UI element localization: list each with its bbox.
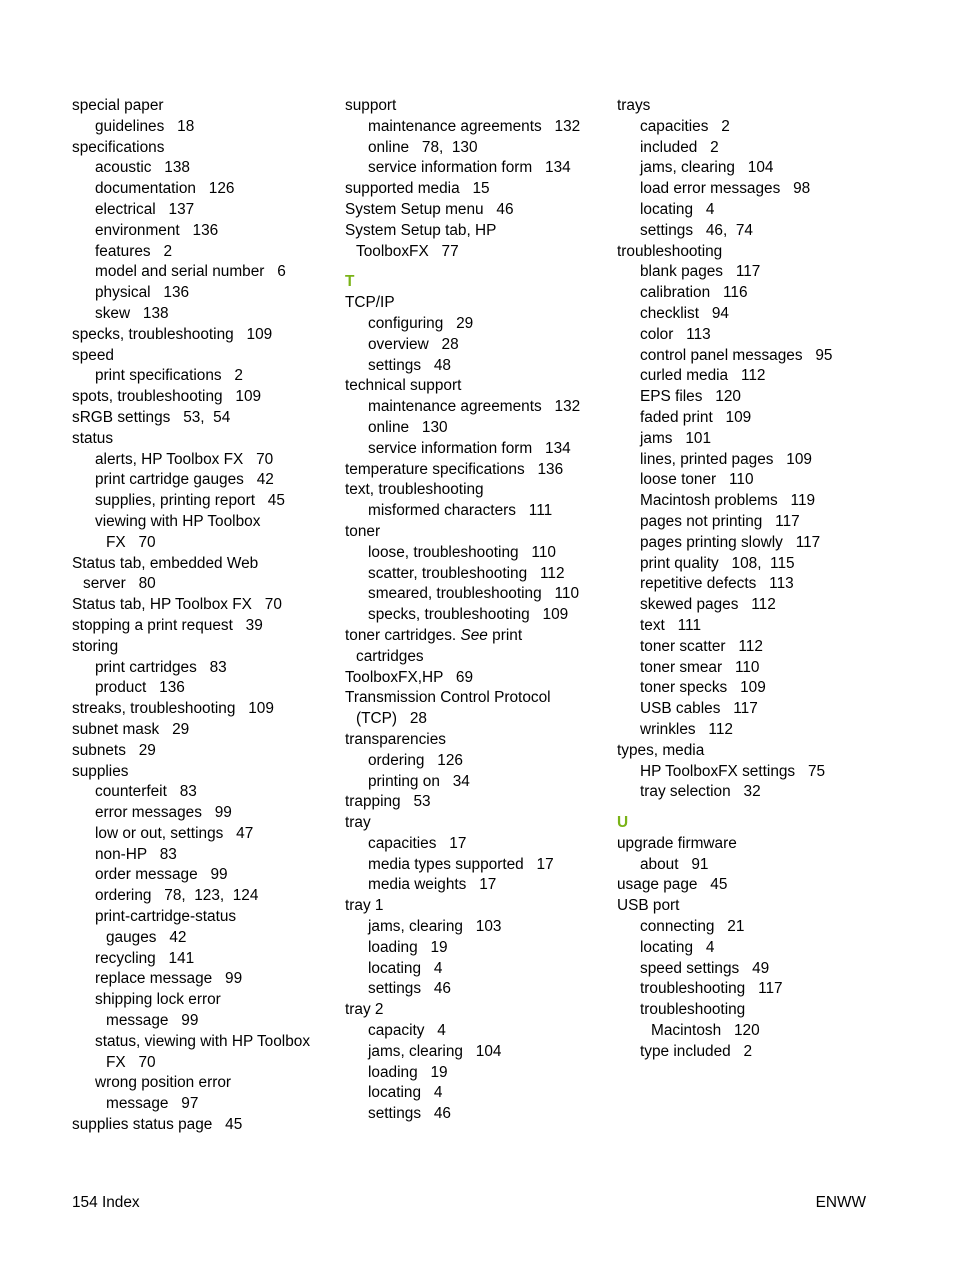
index-entry: trapping 53 — [345, 793, 431, 811]
index-entry: print cartridge gauges 42 — [95, 471, 274, 489]
index-entry: supported media 15 — [345, 180, 490, 198]
index-entry: loading 19 — [368, 1063, 448, 1081]
footer-doc-code: ENWW — [815, 1194, 866, 1211]
index-entry: text, troubleshooting — [345, 481, 484, 499]
index-entry: supplies, printing report 45 — [95, 492, 285, 510]
index-entry: storing — [72, 637, 119, 655]
index-entry: FX 70 — [106, 1053, 156, 1071]
index-entry: repetitive defects 113 — [640, 575, 794, 593]
index-entry: product 136 — [95, 679, 185, 697]
index-entry: settings 46 — [368, 980, 451, 998]
index-entry: System Setup menu 46 — [345, 200, 514, 218]
index-entry: guidelines 18 — [95, 117, 195, 135]
index-column-3 — [617, 96, 879, 1063]
index-entry: alerts, HP Toolbox FX 70 — [95, 450, 274, 468]
index-entry: transparencies — [345, 730, 446, 748]
index-entry: locating 4 — [640, 938, 715, 956]
index-entry: capacities 17 — [368, 834, 467, 852]
index-entry: jams, clearing 103 — [368, 918, 502, 936]
index-entry: (TCP) 28 — [356, 710, 427, 728]
see-reference: See — [460, 626, 488, 644]
index-entry: non-HP 83 — [95, 845, 177, 863]
index-entry: specks, troubleshooting 109 — [72, 325, 273, 343]
index-entry: included 2 — [640, 138, 719, 156]
index-entry: technical support — [345, 377, 462, 395]
index-entry: connecting 21 — [640, 918, 745, 936]
index-entry: upgrade firmware — [617, 834, 737, 852]
index-column-1 — [72, 96, 334, 1136]
index-entry: capacities 2 — [640, 117, 730, 135]
index-entry: status, viewing with HP Toolbox — [95, 1032, 311, 1050]
index-entry: calibration 116 — [640, 284, 748, 302]
index-entry: jams, clearing 104 — [640, 159, 774, 177]
index-entry: temperature specifications 136 — [345, 460, 564, 478]
index-entry: subnet mask 29 — [72, 720, 190, 738]
index-entry: replace message 99 — [95, 970, 243, 988]
index-entry: maintenance agreements 132 — [368, 398, 581, 416]
index-entry: printing on 34 — [368, 772, 470, 790]
index-entry: toner smear 110 — [640, 658, 760, 676]
index-entry: blank pages 117 — [640, 263, 761, 281]
index-entry: troubleshooting — [617, 242, 723, 260]
index-entry: curled media 112 — [640, 367, 766, 385]
index-entry: Status tab, embedded Web — [72, 554, 259, 572]
index-entry: tray selection 32 — [640, 783, 761, 801]
index-entry: text 111 — [640, 616, 702, 634]
index-entry: load error messages 98 — [640, 180, 811, 198]
index-entry: supplies status page 45 — [72, 1116, 243, 1134]
index-entry: settings 48 — [368, 356, 451, 374]
index-entry: online 78, 130 — [368, 138, 478, 156]
index-entry: toner — [345, 522, 381, 540]
index-entry: low or out, settings 47 — [95, 824, 254, 842]
index-entry: pages not printing 117 — [640, 512, 800, 530]
index-entry: HP ToolboxFX settings 75 — [640, 762, 826, 780]
index-entry: wrinkles 112 — [640, 720, 733, 738]
index-entry: service information form 134 — [368, 439, 571, 457]
index-entry: order message 99 — [95, 866, 228, 884]
index-entry: speed settings 49 — [640, 959, 770, 977]
index-entry: usage page 45 — [617, 876, 728, 894]
index-entry: Transmission Control Protocol — [345, 689, 551, 707]
index-entry: wrong position error — [95, 1074, 232, 1092]
index-entry: sRGB settings 53, 54 — [72, 408, 231, 426]
index-entry: cartridges — [356, 647, 424, 665]
index-entry: streaks, troubleshooting 109 — [72, 700, 274, 718]
index-entry: ordering 126 — [368, 751, 463, 769]
index-entry-text: print — [487, 626, 523, 644]
index-entry: toner specks 109 — [640, 679, 766, 697]
index-entry: color 113 — [640, 325, 711, 343]
index-entry: tray 2 — [345, 1001, 384, 1019]
index-entry — [345, 626, 607, 647]
index-section-letter: U — [617, 814, 629, 832]
index-entry: stopping a print request 39 — [72, 616, 263, 634]
index-entry: physical 136 — [95, 284, 190, 302]
index-entry: scatter, troubleshooting 112 — [368, 564, 565, 582]
index-entry: support — [345, 97, 397, 114]
index-entry: error messages 99 — [95, 804, 232, 822]
index-entry: misformed characters 111 — [368, 502, 553, 520]
index-entry: capacity 4 — [368, 1022, 446, 1040]
index-entry: locating 4 — [368, 1084, 443, 1102]
index-entry: shipping lock error — [95, 991, 221, 1009]
index-entry: trays — [617, 97, 651, 114]
index-entry: type included 2 — [640, 1042, 753, 1060]
index-entry: recycling 141 — [95, 949, 195, 967]
index-entry: message 97 — [106, 1095, 199, 1113]
index-entry: specks, troubleshooting 109 — [368, 606, 569, 624]
index-entry: Macintosh problems 119 — [640, 492, 816, 510]
index-entry: pages printing slowly 117 — [640, 533, 821, 551]
index-entry: about 91 — [640, 855, 709, 873]
index-entry: locating 4 — [368, 959, 443, 977]
index-entry: documentation 126 — [95, 180, 235, 198]
index-entry: print specifications 2 — [95, 367, 243, 385]
index-entry: ToolboxFX,HP 69 — [345, 668, 474, 686]
index-entry: status — [72, 429, 114, 447]
index-entry: special paper — [72, 97, 164, 114]
index-entry: tray — [345, 814, 371, 832]
index-entry: skewed pages 112 — [640, 596, 776, 614]
index-column-2 — [345, 96, 607, 1125]
index-entry: System Setup tab, HP — [345, 221, 497, 239]
index-entry: viewing with HP Toolbox — [95, 512, 261, 530]
index-entry: loose, troubleshooting 110 — [368, 543, 556, 561]
index-entry: media weights 17 — [368, 876, 497, 894]
index-entry: message 99 — [106, 1012, 199, 1030]
index-entry: spots, troubleshooting 109 — [72, 388, 262, 406]
index-entry: server 80 — [83, 575, 156, 593]
index-entry: features 2 — [95, 242, 172, 260]
index-entry: EPS files 120 — [640, 388, 741, 406]
index-entry: environment 136 — [95, 221, 219, 239]
index-entry: skew 138 — [95, 304, 169, 322]
index-entry: print quality 108, 115 — [640, 554, 795, 572]
index-entry: speed — [72, 346, 114, 364]
index-entry: locating 4 — [640, 200, 715, 218]
index-section-letter: T — [345, 273, 355, 291]
index-entry: specifications — [72, 138, 165, 156]
index-entry: supplies — [72, 762, 129, 780]
index-entry: gauges 42 — [106, 928, 187, 946]
index-entry: print cartridges 83 — [95, 658, 227, 676]
index-entry: model and serial number 6 — [95, 263, 286, 281]
index-entry: loose toner 110 — [640, 471, 754, 489]
index-entry: USB cables 117 — [640, 700, 758, 718]
index-entry: tray 1 — [345, 897, 384, 915]
index-entry: ToolboxFX 77 — [356, 242, 459, 260]
index-entry: jams 101 — [640, 429, 712, 447]
index-entry: settings 46 — [368, 1105, 451, 1123]
index-entry: media types supported 17 — [368, 855, 554, 873]
index-entry: settings 46, 74 — [640, 221, 753, 239]
index-entry: FX 70 — [106, 533, 156, 551]
footer-page-number: 154 Index — [72, 1194, 140, 1211]
index-entry: subnets 29 — [72, 741, 156, 759]
index-entry: loading 19 — [368, 938, 448, 956]
index-entry-text: toner cartridges. — [345, 626, 461, 644]
index-entry: troubleshooting — [640, 1001, 746, 1019]
index-entry: configuring 29 — [368, 314, 474, 332]
index-entry: overview 28 — [368, 335, 459, 353]
index-entry: Macintosh 120 — [651, 1022, 760, 1040]
index-entry: TCP/IP — [345, 294, 395, 312]
index-entry: faded print 109 — [640, 408, 752, 426]
index-entry: print-cartridge-status — [95, 908, 237, 926]
index-entry: USB port — [617, 897, 680, 915]
index-entry: Status tab, HP Toolbox FX 70 — [72, 596, 282, 614]
index-entry: lines, printed pages 109 — [640, 450, 812, 468]
index-entry: electrical 137 — [95, 200, 195, 218]
index-entry: service information form 134 — [368, 159, 571, 177]
index-entry: troubleshooting 117 — [640, 980, 783, 998]
index-entry: online 130 — [368, 418, 448, 436]
index-entry: types, media — [617, 741, 705, 759]
index-entry: jams, clearing 104 — [368, 1042, 502, 1060]
index-entry: acoustic 138 — [95, 159, 190, 177]
index-entry: smeared, troubleshooting 110 — [368, 585, 580, 603]
index-entry: toner scatter 112 — [640, 637, 763, 655]
index-entry: control panel messages 95 — [640, 346, 833, 364]
index-entry: maintenance agreements 132 — [368, 117, 581, 135]
index-entry: counterfeit 83 — [95, 783, 197, 801]
index-entry: ordering 78, 123, 124 — [95, 887, 259, 905]
index-entry: checklist 94 — [640, 304, 729, 322]
